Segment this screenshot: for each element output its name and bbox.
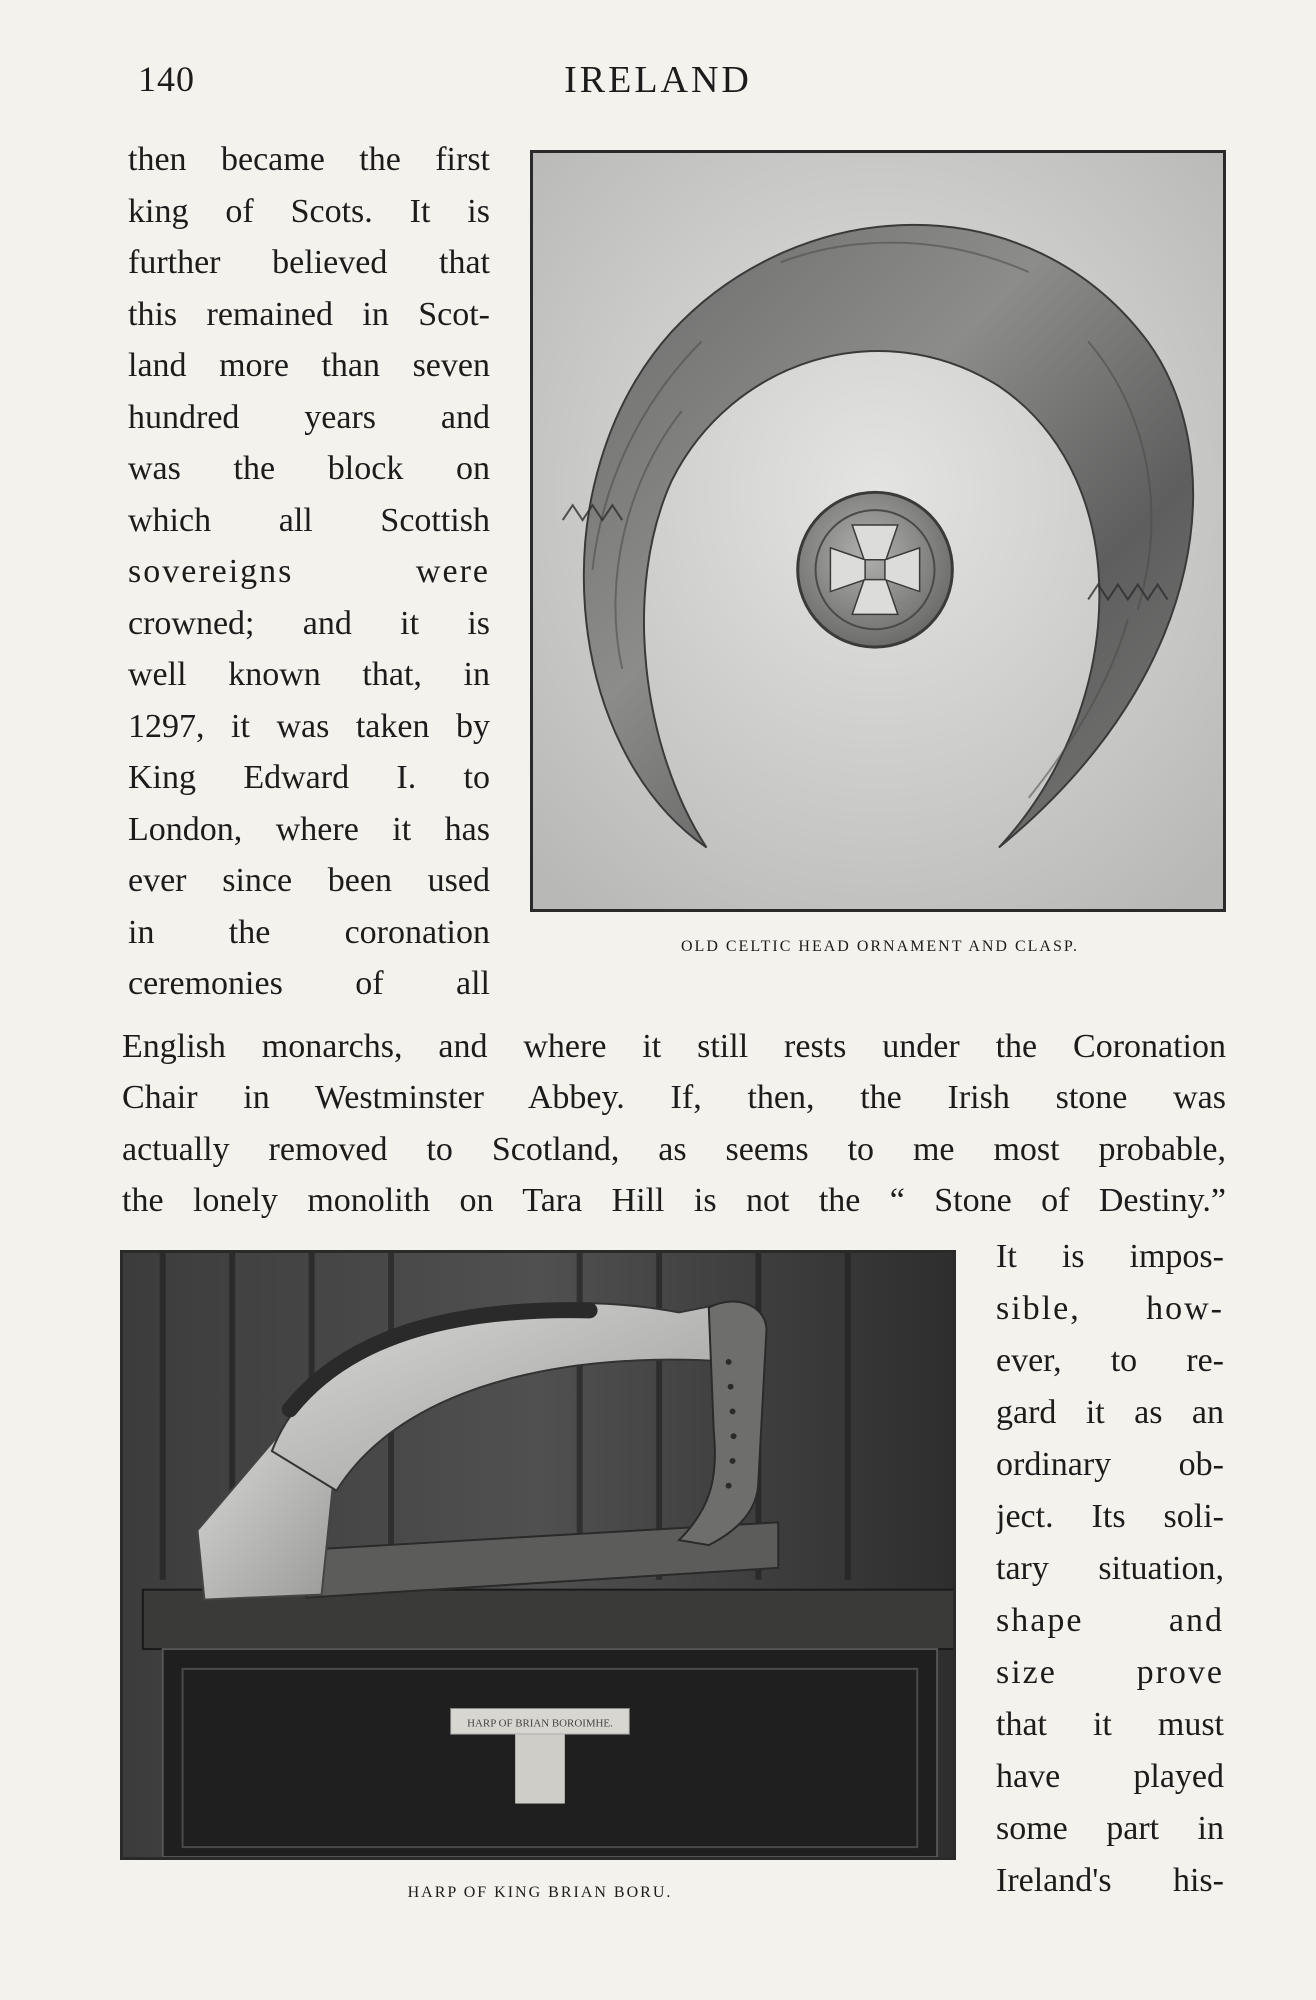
running-title: IRELAND [564,59,752,101]
text-line: 1297, it was taken by [128,708,490,745]
harp-photo [120,1250,956,1860]
text-line: then became the first [128,141,490,178]
text-line: land more than seven [128,347,490,384]
text-line: London, where it has [128,811,490,848]
text-line: crowned; and it is [128,605,490,642]
text-line: King Edward I. to [128,759,490,796]
text-line: size prove [996,1654,1224,1691]
page-number: 140 [138,59,195,99]
text-line: the lonely monolith on Tara Hill is not the “ Stone of Destiny.” [122,1182,1226,1219]
text-line: Ireland's his- [996,1862,1224,1899]
text-line: ever, to re- [996,1342,1224,1379]
text-line: sible, how- [996,1290,1224,1327]
text-line: further believed that [128,244,490,281]
text-line: well known that, in [128,656,490,693]
text-line: in the coronation [128,914,490,951]
ornament-illustration [533,153,1223,909]
text-line: was the block on [128,450,490,487]
text-line: ordinary ob- [996,1446,1224,1483]
text-line: ever since been used [128,862,490,899]
ornament-caption: OLD CELTIC HEAD ORNAMENT AND CLASP. [680,938,1080,955]
page-header [0,58,1316,108]
text-line: that it must [996,1706,1224,1743]
text-line: this remained in Scot- [128,296,490,333]
celtic-ornament-photo [530,150,1226,912]
text-line: Chair in Westminster Abbey. If, then, the Irish stone was [122,1079,1226,1116]
text-line: have played [996,1758,1224,1795]
text-line: king of Scots. It is [128,193,490,230]
text-line: ject. Its soli- [996,1498,1224,1535]
text-line: actually removed to Scotland, as seems to me most probable, [122,1131,1226,1168]
clasp-disc [798,492,953,647]
text-line: which all Scottish [128,502,490,539]
harp-label-text: HARP OF BRIAN BOROIMHE. [467,1717,613,1730]
text-line: hundred years and [128,399,490,436]
text-line: tary situation, [996,1550,1224,1587]
text-line: gard it as an [996,1394,1224,1431]
text-line: It is impos- [996,1238,1224,1275]
text-line: some part in [996,1810,1224,1847]
text-line: ceremonies of all [128,965,490,1002]
harp-caption: HARP OF KING BRIAN BORU. [407,1884,673,1901]
text-line: sovereigns were [128,553,490,590]
display-table [143,1590,953,1649]
harp-illustration [123,1253,953,1857]
text-line: shape and [996,1602,1224,1639]
text-line: English monarchs, and where it still rests under the Coronation [122,1028,1226,1065]
